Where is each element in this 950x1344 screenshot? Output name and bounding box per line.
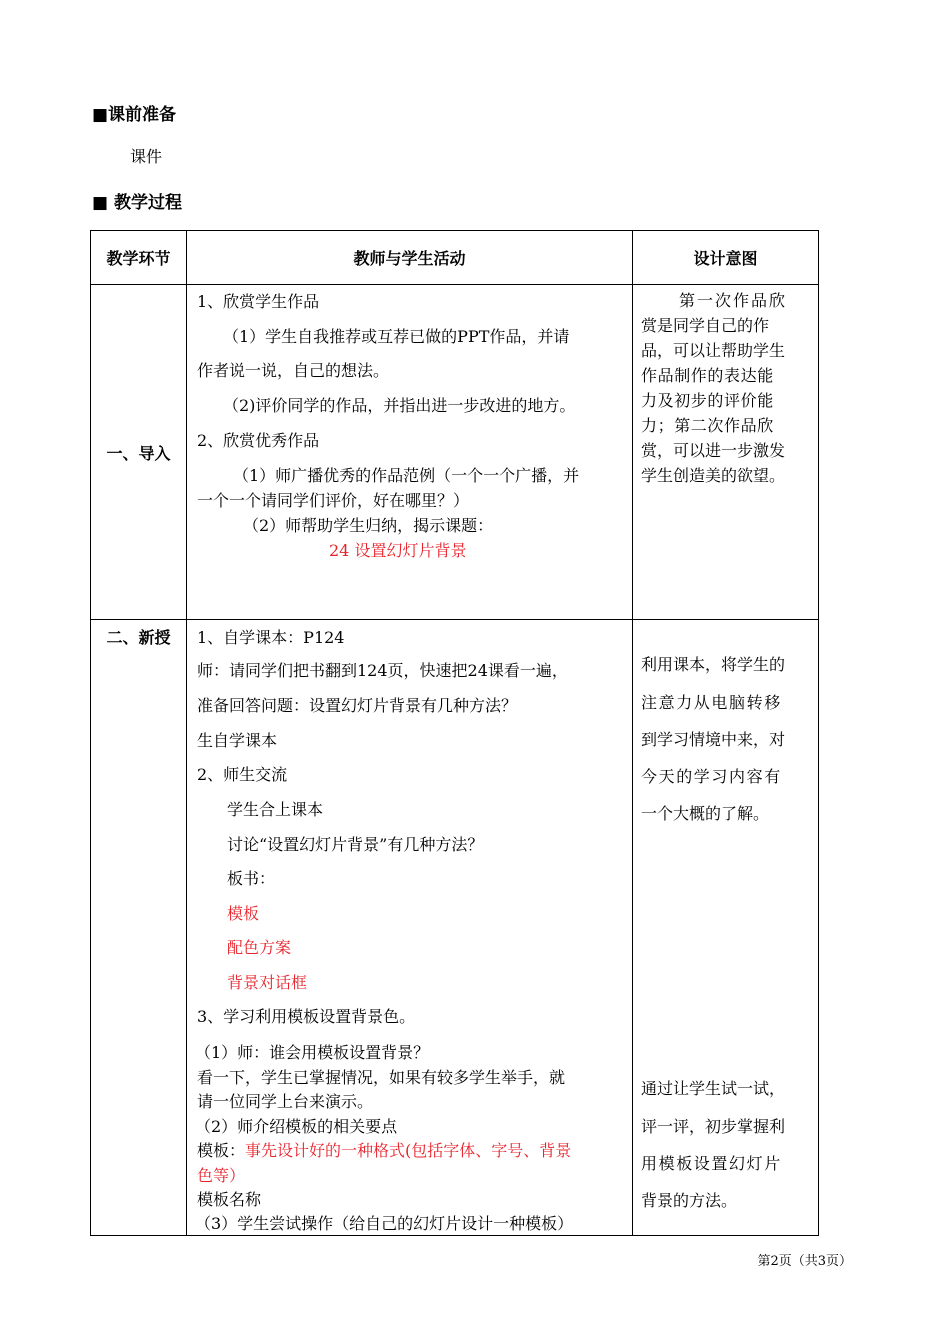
new-line: 模板名称 bbox=[197, 1190, 262, 1209]
new-line: （1）师：谁会用模板设置背景？ bbox=[195, 1043, 430, 1062]
template-term: 模板： bbox=[197, 1141, 246, 1160]
intro-line: 作者说一说，自己的想法。 bbox=[197, 361, 390, 380]
intro-intent-line: 赏是同学自己的作 bbox=[641, 316, 770, 335]
header-intent: 设计意图 bbox=[633, 231, 819, 285]
new-intent-cell bbox=[633, 620, 819, 1236]
new-intent-line: 用模板设置幻灯片 bbox=[641, 1154, 782, 1173]
stage-intro-label: 一、导入 bbox=[106, 443, 171, 463]
intro-intent-line: 品，可以让帮助学生 bbox=[641, 341, 786, 360]
board-item-template: 模板 bbox=[227, 904, 260, 923]
new-intent-line: 今天的学习内容有 bbox=[641, 767, 782, 786]
lesson-table bbox=[90, 230, 819, 1236]
stage-new-label: 二、新授 bbox=[106, 628, 171, 647]
board-item-color-scheme: 配色方案 bbox=[227, 938, 292, 957]
intro-activity-cell bbox=[187, 285, 633, 620]
stage-intro bbox=[91, 285, 187, 620]
new-line: 看一下，学生已掌握情况，如果有较多学生举手，就 bbox=[197, 1068, 566, 1087]
intro-line: 2、欣赏优秀作品 bbox=[197, 431, 320, 450]
prep-heading: ■课前准备 bbox=[92, 105, 177, 125]
new-line: 板书： bbox=[227, 869, 276, 888]
intro-intent-line: 赏，可以进一步激发 bbox=[641, 441, 786, 460]
table-row-new bbox=[91, 620, 819, 1236]
new-line: 请一位同学上台来演示。 bbox=[197, 1092, 374, 1111]
table-row-intro bbox=[91, 285, 819, 620]
new-line: （2）师介绍模板的相关要点 bbox=[195, 1117, 398, 1136]
header-stage: 教学环节 bbox=[91, 231, 187, 285]
process-heading: ■ 教学过程 bbox=[92, 193, 182, 213]
intro-intent-line: 第一次作品欣 bbox=[679, 291, 788, 310]
board-item-background-dialog: 背景对话框 bbox=[227, 973, 308, 992]
template-definition-cont: 色等） bbox=[197, 1166, 246, 1185]
intro-line: （2）师帮助学生归纳，揭示课题： bbox=[243, 516, 494, 535]
new-intent-line: 通过让学生试一试， bbox=[641, 1079, 786, 1098]
new-activity-cell bbox=[187, 620, 633, 1236]
header-activity: 教师与学生活动 bbox=[187, 231, 633, 285]
new-intent-line: 注意力从电脑转移 bbox=[641, 693, 782, 712]
new-line: 3、学习利用模板设置背景色。 bbox=[197, 1007, 416, 1026]
intro-line: （2)评价同学的作品，并指出进一步改进的地方。 bbox=[223, 396, 576, 415]
new-intent-line: 到学习情境中来，对 bbox=[641, 730, 786, 749]
page-number: 第2页（共3页） bbox=[757, 1254, 852, 1269]
new-line: （3）学生尝试操作（给自己的幻灯片设计一种模板） bbox=[195, 1214, 574, 1233]
new-line: 学生合上课本 bbox=[227, 800, 324, 819]
new-line: 讨论“设置幻灯片背景”有几种方法？ bbox=[227, 835, 484, 854]
new-line: 1、自学课本：P124 bbox=[197, 628, 345, 647]
intro-intent-line: 作品制作的表达能 bbox=[641, 366, 774, 385]
intro-line: （1）学生自我推荐或互荐已做的PPT作品，并请 bbox=[223, 327, 570, 346]
new-intent-line: 评一评，初步掌握利 bbox=[641, 1117, 786, 1136]
new-intent-line: 背景的方法。 bbox=[641, 1191, 738, 1210]
intro-line: 一个一个请同学们评价，好在哪里？） bbox=[197, 491, 470, 510]
new-line: 师：请同学们把书翻到124页，快速把24课看一遍， bbox=[197, 661, 568, 680]
prep-item: 课件 bbox=[130, 147, 163, 166]
table-header-row bbox=[91, 231, 819, 285]
template-definition: 事先设计好的一种格式(包括字体、字号、背景 bbox=[245, 1141, 572, 1160]
new-intent-line: 利用课本，将学生的 bbox=[641, 655, 786, 674]
stage-new bbox=[91, 620, 187, 1236]
intro-line: （1）师广播优秀的作品范例（一个一个广播，并 bbox=[233, 466, 580, 485]
new-line: 2、师生交流 bbox=[197, 765, 288, 784]
lesson-topic: 24 设置幻灯片背景 bbox=[329, 541, 467, 560]
new-intent-line: 一个大概的了解。 bbox=[641, 804, 770, 823]
new-line bbox=[197, 1138, 571, 1161]
intro-intent-line: 学生创造美的欲望。 bbox=[641, 466, 786, 485]
intro-intent-line: 力及初步的评价能 bbox=[641, 391, 774, 410]
intro-intent-line: 力；第二次作品欣 bbox=[641, 416, 774, 435]
intro-intent-cell bbox=[633, 285, 819, 620]
new-line: 生自学课本 bbox=[197, 731, 278, 750]
new-line: 准备回答问题：设置幻灯片背景有几种方法？ bbox=[197, 696, 518, 715]
intro-line: 1、欣赏学生作品 bbox=[197, 292, 320, 311]
